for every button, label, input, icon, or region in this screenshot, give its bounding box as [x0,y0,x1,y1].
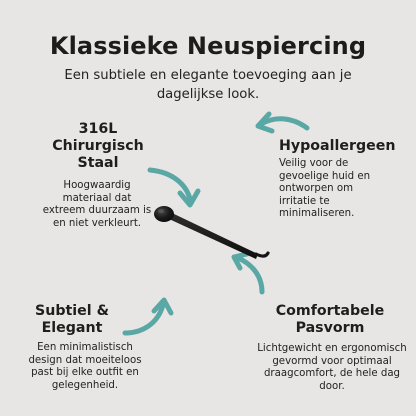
feature-comfort-heading: Comfortabele Pasvorm [275,303,385,336]
feature-subtle-description: Een minimalistisch design dat moeiteloos past bij elke outfit en gelegenheid. [28,342,142,391]
feature-steel-heading: 316L Chirurgisch Staal [52,121,144,171]
feature-hypo-heading: Hypoallergeen [279,138,396,154]
page-subtitle: Een subtiele en elegante toevoeging aan je dagelijkse look. [64,68,352,102]
page-title: Klassieke Neuspiercing [49,32,367,60]
feature-hypo-description: Veilig voor de gevoelige huid en ontworpen om irritatie te minimaliseren. [279,158,371,219]
feature-comfort-description: Lichtgewicht en ergonomisch gevormd voor optimaal draagcomfort, de hele dag door. [257,343,407,392]
feature-steel-description: Hoogwaardig materiaal dat extreem duurzaam is en niet verkleurt. [42,180,152,229]
feature-subtle-heading: Subtiel & Elegant [35,303,109,336]
